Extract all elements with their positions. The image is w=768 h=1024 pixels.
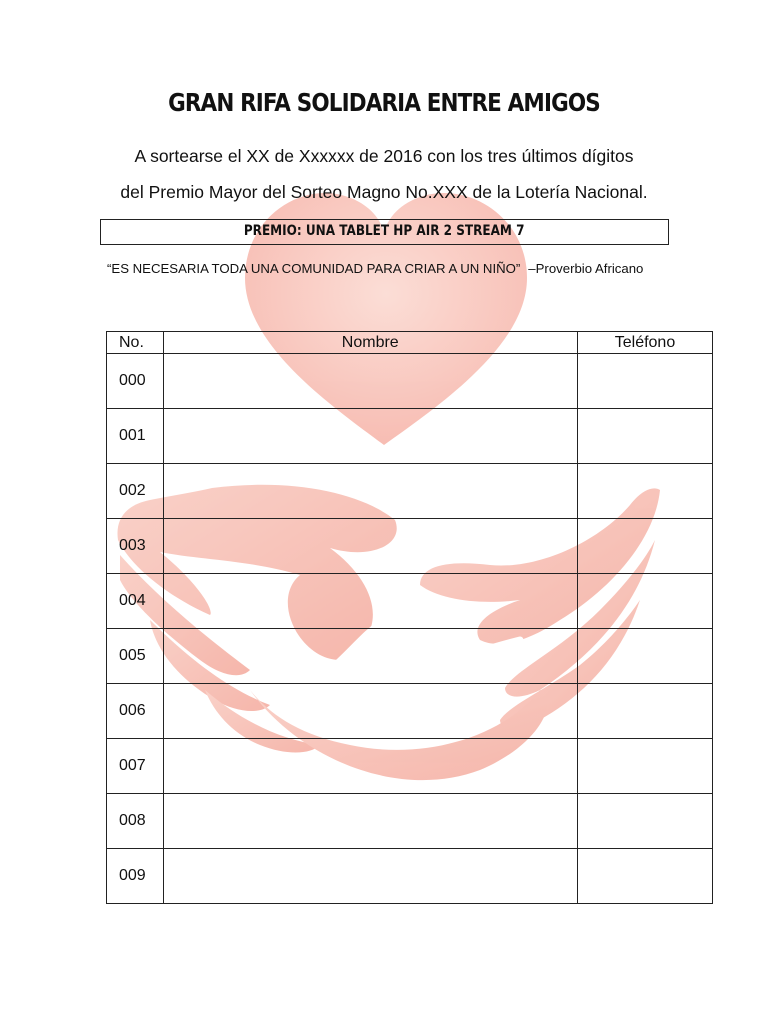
- quote: [107, 261, 643, 276]
- prize-box: [100, 219, 669, 245]
- name-cell[interactable]: [163, 629, 577, 684]
- table-row: [107, 464, 713, 519]
- phone-cell[interactable]: [577, 464, 712, 519]
- phone-cell[interactable]: [577, 849, 712, 904]
- ticket-number: 009: [107, 849, 164, 904]
- table-row: [107, 354, 713, 409]
- table-row: [107, 574, 713, 629]
- ticket-number: 006: [107, 684, 164, 739]
- name-cell[interactable]: [163, 684, 577, 739]
- ticket-number: 005: [107, 629, 164, 684]
- phone-cell[interactable]: [577, 794, 712, 849]
- intro-line-2: del Premio Mayor del Sorteo Magno No.XXX de la Lotería Nacional.: [120, 182, 648, 202]
- quote-text: “ES NECESARIA TODA UNA COMUNIDAD PARA CRIAR A UN NIÑO”: [107, 261, 521, 276]
- ticket-number: 007: [107, 739, 164, 794]
- phone-cell[interactable]: [577, 684, 712, 739]
- name-cell[interactable]: [163, 794, 577, 849]
- name-cell[interactable]: [163, 574, 577, 629]
- ticket-number: 000: [107, 354, 164, 409]
- table-row: [107, 794, 713, 849]
- table-row: [107, 519, 713, 574]
- table-header-row: [107, 332, 713, 354]
- name-cell[interactable]: [163, 464, 577, 519]
- ticket-number: 002: [107, 464, 164, 519]
- name-cell[interactable]: [163, 849, 577, 904]
- phone-cell[interactable]: [577, 409, 712, 464]
- table-row: [107, 629, 713, 684]
- phone-cell[interactable]: [577, 574, 712, 629]
- table-row: [107, 684, 713, 739]
- raffle-table: [106, 331, 713, 904]
- table-row: [107, 849, 713, 904]
- table-row: [107, 739, 713, 794]
- name-cell[interactable]: [163, 519, 577, 574]
- phone-cell[interactable]: [577, 739, 712, 794]
- ticket-number: 003: [107, 519, 164, 574]
- table-row: [107, 409, 713, 464]
- quote-author: –Proverbio Africano: [528, 261, 644, 276]
- name-cell[interactable]: [163, 409, 577, 464]
- name-cell[interactable]: [163, 739, 577, 794]
- phone-cell[interactable]: [577, 519, 712, 574]
- ticket-number: 001: [107, 409, 164, 464]
- phone-cell[interactable]: [577, 629, 712, 684]
- page-title: GRAN RIFA SOLIDARIA ENTRE AMIGOS: [168, 88, 600, 117]
- name-cell[interactable]: [163, 354, 577, 409]
- header-number: No.: [107, 332, 164, 354]
- ticket-number: 008: [107, 794, 164, 849]
- phone-cell[interactable]: [577, 354, 712, 409]
- ticket-number: 004: [107, 574, 164, 629]
- prize-label: PREMIO: UNA TABLET HP AIR 2 STREAM 7: [244, 223, 525, 239]
- header-name: Nombre: [163, 332, 577, 354]
- header-phone: Teléfono: [577, 332, 712, 354]
- intro-line-1: A sortearse el XX de Xxxxxx de 2016 con los tres últimos dígitos: [134, 146, 634, 166]
